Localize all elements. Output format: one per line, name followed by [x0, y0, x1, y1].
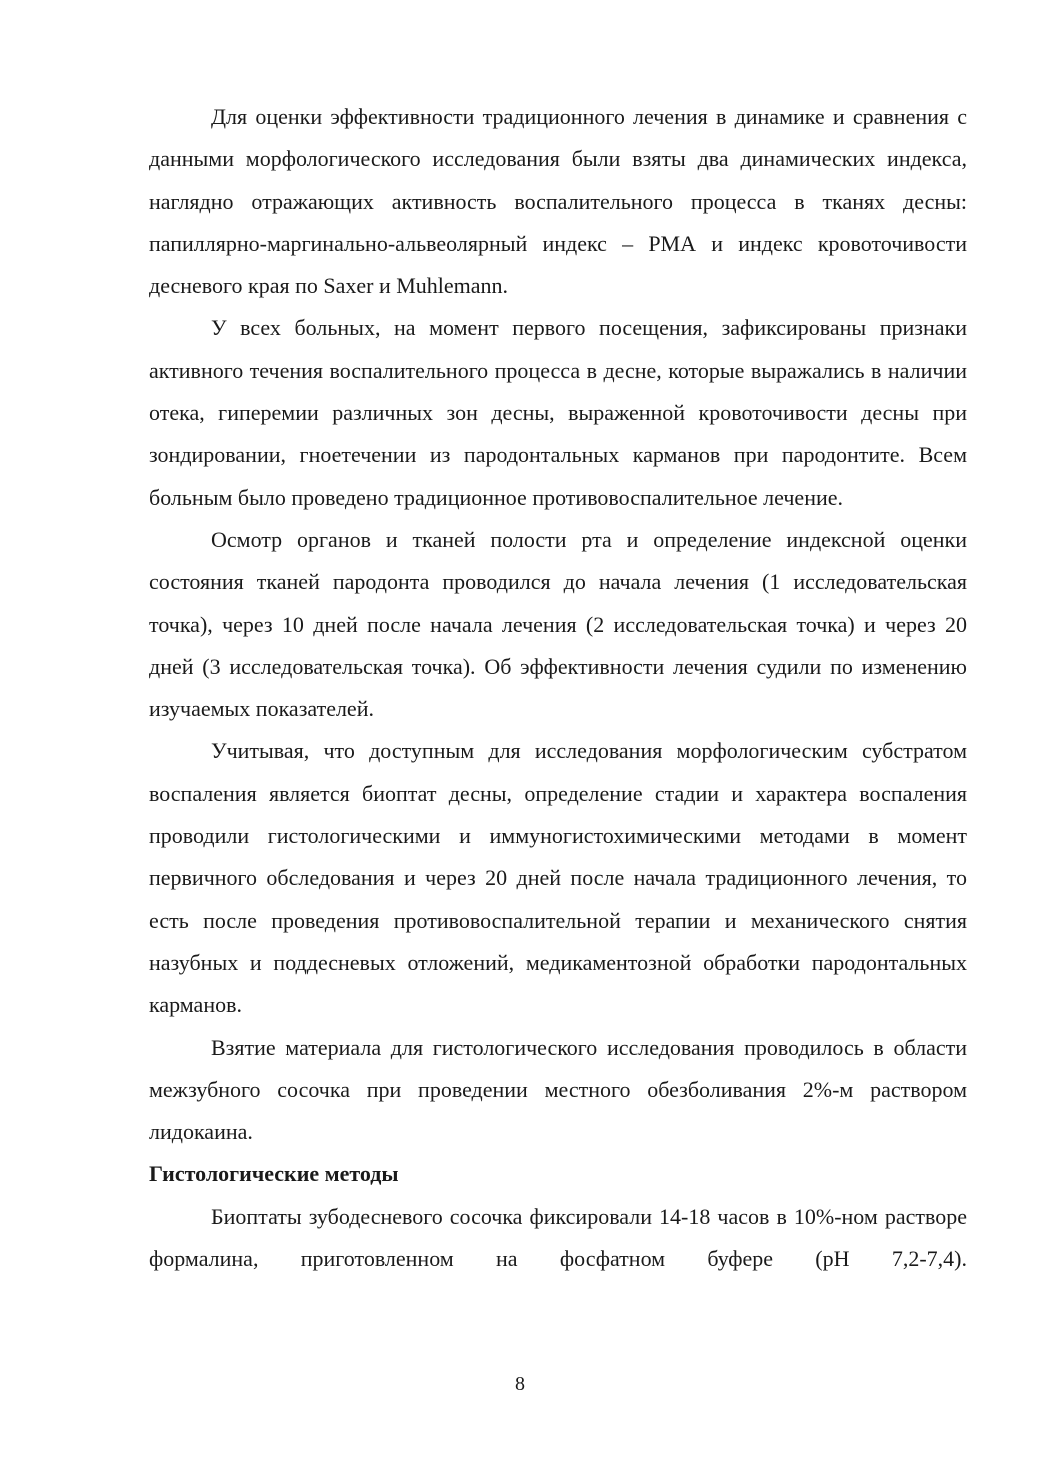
- page-number: 8: [515, 1373, 525, 1395]
- section-heading: Гистологические методы: [149, 1161, 399, 1187]
- paragraph-sampling: Взятие материала для гистологического исследования проводилось в области межзубного сосочка при проведении местного обезболивания 2%-м раствором лидокаина.: [149, 1034, 967, 1145]
- paragraph-biopsy-fixation: Биоптаты зубодесневого сосочка фиксировали 14-18 часов в 10%-ном растворе формалина, приготовленном на фосфатном буфере (pH 7,2-7,4).: [149, 1203, 967, 1272]
- paragraph-morphology: Учитывая, что доступным для исследования морфологическим субстратом воспаления является биоптат десны, определение стадии и характера воспаления проводили гистологическими и иммуногистохимическими методами в момент первичного обследования и через 20 дней после начала традиционного лечения, то есть после проведения противовоспалительной терапии и механического снятия назубных и поддесневых отложений, медикаментозной обработки пародонтальных карманов.: [149, 738, 967, 1018]
- paragraph-examination: Осмотр органов и тканей полости рта и определение индексной оценки состояния тканей пародонта проводился до начала лечения (1 исследовательская точка), через 10 дней после начала лечения (2 исследовательская точка) и через 20 дней (3 исследовательская точка). Об эффективности лечения судили по изменению изучаемых показателей.: [149, 526, 967, 722]
- document-body: [149, 96, 967, 1280]
- paragraph-symptoms: У всех больных, на момент первого посещения, зафиксированы признаки активного течения воспалительного процесса в десне, которые выражались в наличии отека, гиперемии различных зон десны, выраженной кровоточивости десны при зондировании, гноетечении из пародонтальных карманов при пародонтите. Всем больным было проведено традиционное противовоспалительное лечение.: [149, 315, 967, 510]
- paragraph-indices: Для оценки эффективности традиционного лечения в динамике и сравнения с данными морфологического исследования были взяты два динамических индекса, наглядно отражающих активность воспалительного процесса в тканях десны: папиллярно-маргинально-альвеолярный индекс – РМА и индекс кровоточивости десневого края по Saxer и Muhlemann.: [149, 104, 967, 299]
